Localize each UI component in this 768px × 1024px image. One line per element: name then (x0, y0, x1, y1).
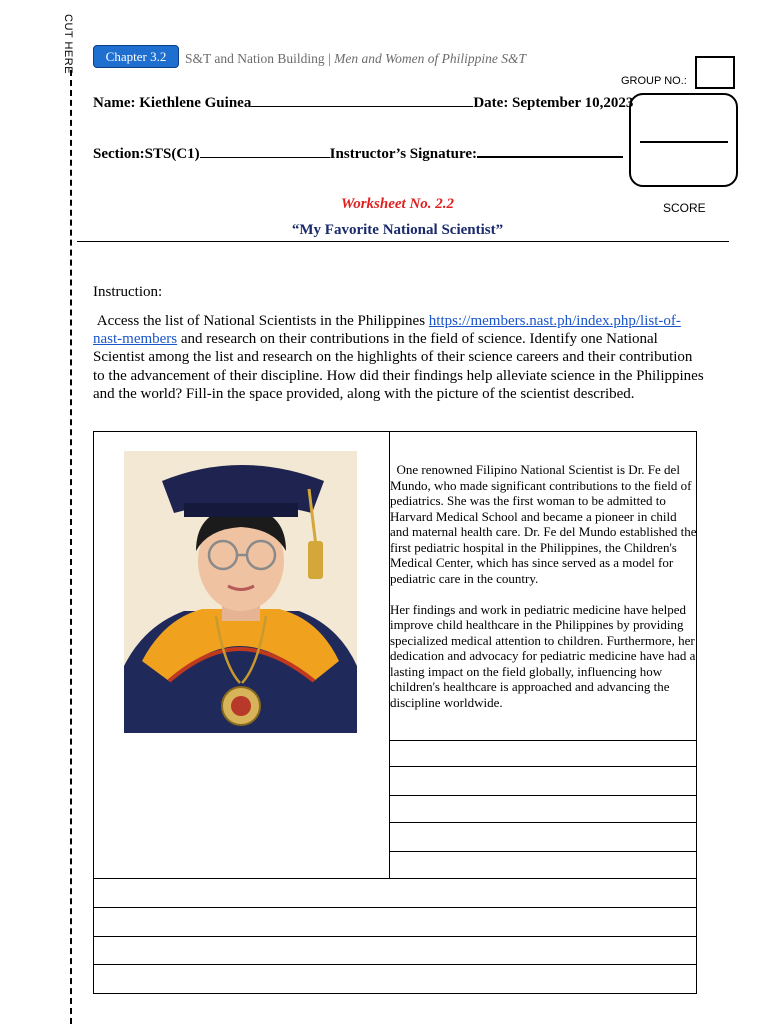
instruction-body (93, 312, 705, 403)
chapter-badge: Chapter 3.2 (93, 45, 179, 68)
right-writing-line (389, 740, 697, 741)
full-writing-line (94, 878, 697, 879)
score-label: SCORE (663, 201, 706, 215)
instruction-heading: Instruction: (93, 284, 163, 300)
running-head-italic: Men and Women of Philippine S&T (334, 51, 526, 66)
worksheet-table (93, 431, 697, 994)
section-signature-row (93, 143, 623, 163)
cut-here-label: CUT HERE (62, 14, 74, 75)
name-field: Name: Kiethlene Guinea (93, 95, 252, 111)
essay-paragraph-2: Her findings and work in pediatric medicine have helped improve child healthcare in the Philippines by providing specialized medical attention to children. Furthermore, her dedication and advocacy for pediatric medicine have had a lasting impact on the field globally, influencing how children's healthcare is approached and advancing the discipline worldwide. (390, 601, 696, 710)
score-box (629, 93, 738, 187)
group-number-label: GROUP NO.: (621, 75, 687, 87)
instruction-text-before: Access the list of National Scientists in the Philippines (96, 313, 426, 329)
header-rule (77, 241, 729, 242)
group-number-box (695, 56, 735, 89)
running-head (185, 51, 526, 67)
right-writing-line (389, 851, 697, 852)
signature-line (477, 148, 623, 158)
section-field: Section:STS(C1) (93, 146, 200, 162)
scientist-portrait (124, 451, 357, 733)
right-writing-line (389, 795, 697, 796)
name-blank (251, 92, 473, 107)
scientist-essay (390, 462, 697, 710)
score-line (640, 141, 728, 143)
running-head-main: S&T and Nation Building | (185, 51, 331, 66)
instructor-signature-label: Instructor’s Signature: (329, 146, 478, 162)
full-writing-line (94, 964, 697, 965)
name-date-row (93, 92, 633, 112)
full-writing-line (94, 907, 697, 908)
scientist-portrait-illustration (124, 451, 357, 733)
instruction-text-after: and research on their contributions in the field of science. Identify one National Scientist among the list and research on the highlights of their science careers and their contribution to the advancement of their discipline. How did their findings help alleviate science in the Philippines and the world? Fill-in the space provided, along with the picture of the scientist described. (93, 331, 704, 402)
date-field: Date: September 10,2023 (473, 95, 634, 111)
right-writing-line (389, 766, 697, 767)
right-writing-line (389, 822, 697, 823)
worksheet-number: Worksheet No. 2.2 (340, 196, 455, 212)
essay-paragraph-1 (390, 462, 697, 586)
essay-paragraph-1-text: One renowned Filipino National Scientist is Dr. Fe del Mundo, who made significant contributions to the field of pediatrics. She was the first woman to be admitted to Harvard Medical School and became a pioneer in child and maternal health care. Dr. Fe del Mundo established the first pediatric hospital in the Philippines, the Children's Medical Center, which has since served as a model for pediatric care in the country. (390, 462, 697, 586)
nast-members-link[interactable]: https://members.nast.ph/index.php/list-of-nast-members (93, 313, 681, 348)
worksheet-title: “My Favorite National Scientist” (291, 222, 504, 238)
full-writing-line (94, 936, 697, 937)
section-blank (200, 143, 330, 158)
cut-here-line (70, 70, 72, 1024)
